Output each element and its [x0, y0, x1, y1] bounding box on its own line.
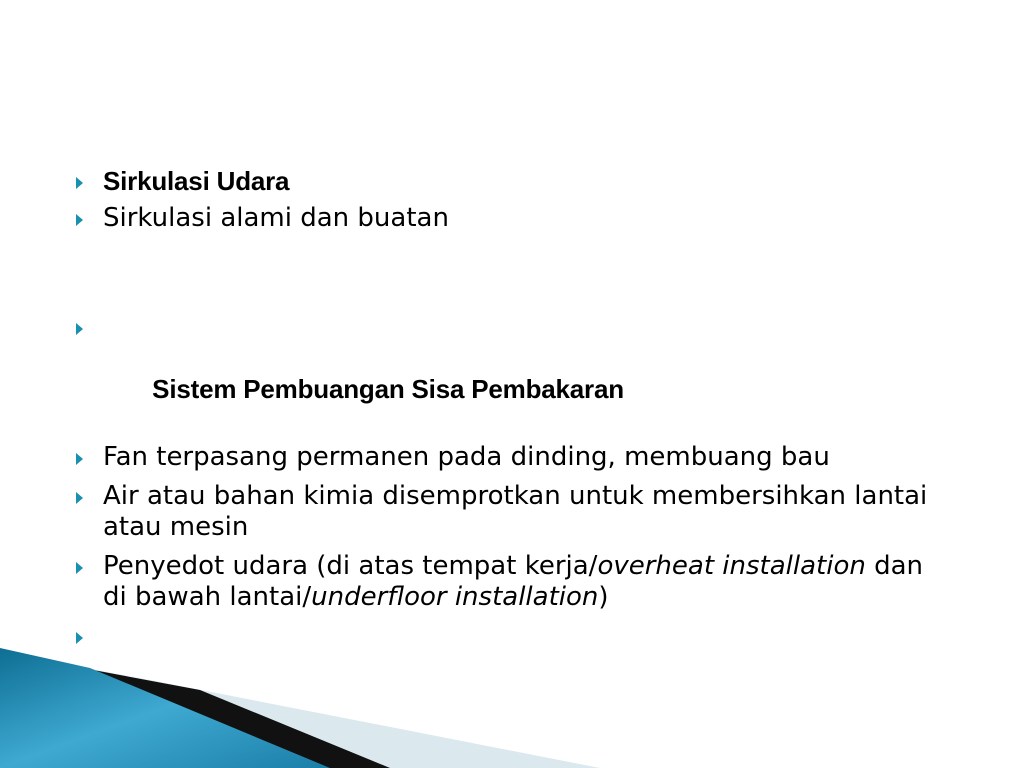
- bullet-item-sirkulasi-alami: [74, 203, 954, 234]
- bullet-text: Air atau bahan kimia disemprotkan untuk membersihkan lantai atau mesin: [103, 481, 928, 542]
- swoosh-blue: [0, 648, 330, 768]
- bullet-item-air-bahan-kimia: [74, 481, 954, 543]
- bullet-text-italic: overheat installation: [597, 551, 866, 581]
- right-triangle-icon: [76, 453, 83, 465]
- right-triangle-icon: [76, 177, 83, 189]
- right-triangle-icon: [76, 632, 83, 644]
- bullet-text-part: Penyedot udara (di atas tempat kerja/: [103, 551, 598, 581]
- bullet-text: Sirkulasi alami dan buatan: [103, 203, 449, 233]
- bullet-item-sirkulasi-udara: [74, 166, 954, 197]
- bullet-text: Sistem Pembuangan Sisa Pembakaran: [145, 374, 624, 404]
- bullet-item-penyedot-udara: [74, 551, 954, 613]
- right-triangle-icon: [76, 323, 83, 335]
- right-triangle-icon: [76, 214, 83, 226]
- swoosh-light: [0, 652, 600, 768]
- bullet-text: Sirkulasi Udara: [103, 166, 290, 196]
- bullet-text-part: ): [598, 582, 609, 612]
- swoosh-dark: [40, 660, 390, 768]
- bullet-list: [74, 166, 954, 652]
- bullet-text-part: dan di bawah lantai/: [103, 551, 924, 612]
- bullet-text-italic: underfloor installation: [311, 582, 599, 612]
- bullet-item-sistem-pembuangan: [74, 312, 954, 436]
- bullet-text: Fan terpasang permanen pada dinding, membuang bau: [103, 442, 830, 472]
- bullet-item-empty: [74, 621, 954, 652]
- right-triangle-icon: [76, 492, 83, 504]
- right-triangle-icon: [76, 562, 83, 574]
- bullet-item-fan: [74, 442, 954, 473]
